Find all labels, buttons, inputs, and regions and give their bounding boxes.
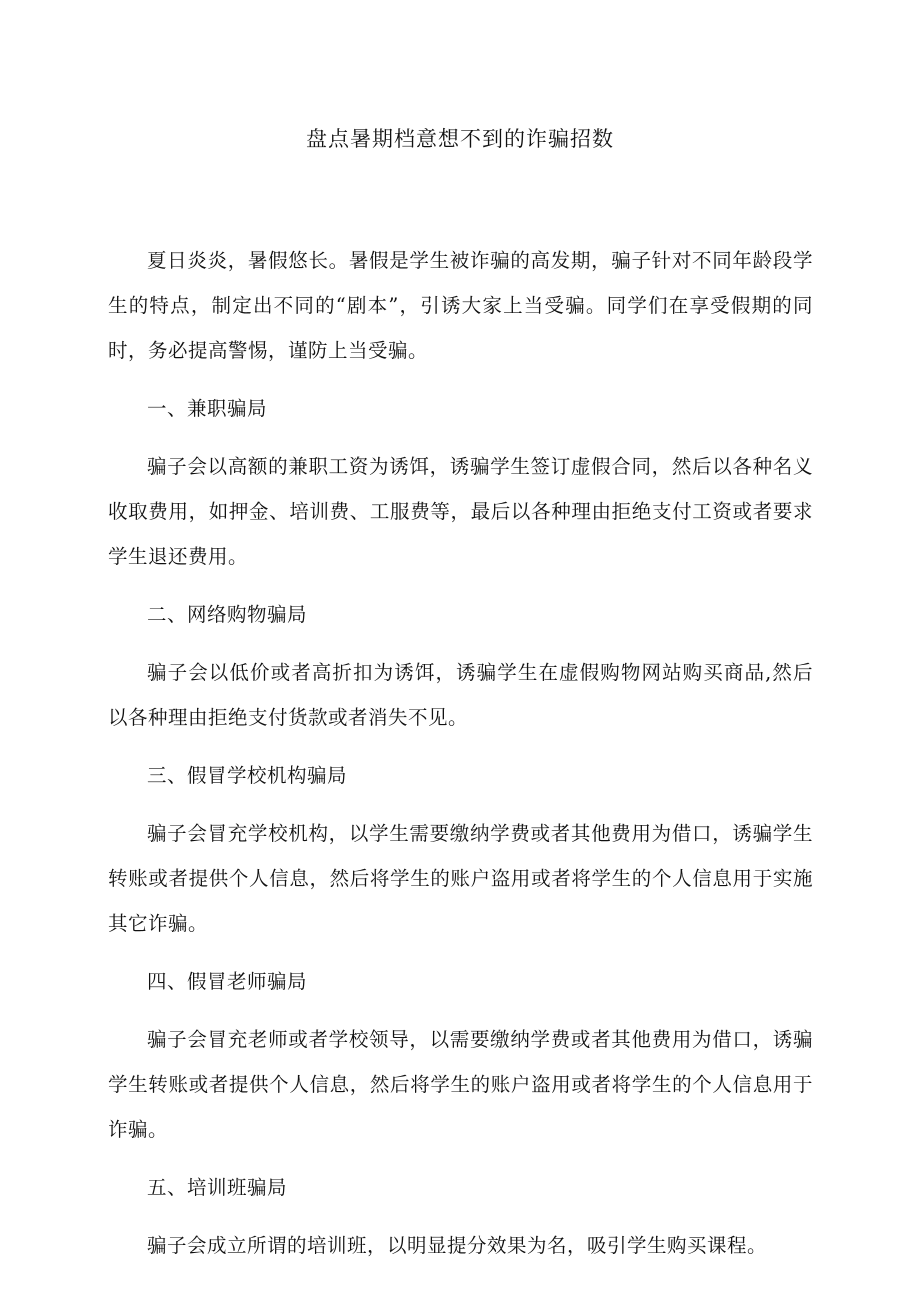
document-title: 盘点暑期档意想不到的诈骗招数 bbox=[306, 127, 614, 151]
section-text-2: 骗子会以低价或者高折扣为诱饵，诱骗学生在虚假购物网站购买商品,然后以各种理由拒绝支付货款或者消失不见。 bbox=[108, 661, 813, 729]
intro-paragraph: 夏日炎炎，暑假悠长。暑假是学生被诈骗的高发期，骗子针对不同年龄段学生的特点，制定出不同的“剧本”，引诱大家上当受骗。同学们在享受假期的同时，务必提高警惕，谨防上当受骗。 bbox=[108, 249, 813, 362]
section-heading-4: 四、假冒老师骗局 bbox=[147, 970, 308, 993]
section-text-4: 骗子会冒充老师或者学校领导，以需要缴纳学费或者其他费用为借口，诱骗学生转账或者提供个人信息，然后将学生的账户盗用或者将学生的个人信息用于诈骗。 bbox=[108, 1028, 813, 1141]
section-text-5: 骗子会成立所谓的培训班，以明显提分效果为名，吸引学生购买课程。 bbox=[147, 1234, 768, 1257]
document-body bbox=[108, 238, 813, 1281]
section-heading-5: 五、培训班骗局 bbox=[147, 1176, 288, 1199]
section-heading-1: 一、兼职骗局 bbox=[147, 397, 268, 420]
section-heading-3: 三、假冒学校机构骗局 bbox=[147, 764, 348, 787]
section-text-3: 骗子会冒充学校机构，以学生需要缴纳学费或者其他费用为借口，诱骗学生转账或者提供个人信息，然后将学生的账户盗用或者将学生的个人信息用于实施其它诈骗。 bbox=[108, 822, 813, 935]
section-heading-2: 二、网络购物骗局 bbox=[147, 603, 308, 626]
section-text-1: 骗子会以高额的兼职工资为诱饵，诱骗学生签订虚假合同，然后以各种名义收取费用，如押金、培训费、工服费等，最后以各种理由拒绝支付工资或者要求学生退还费用。 bbox=[108, 455, 813, 568]
